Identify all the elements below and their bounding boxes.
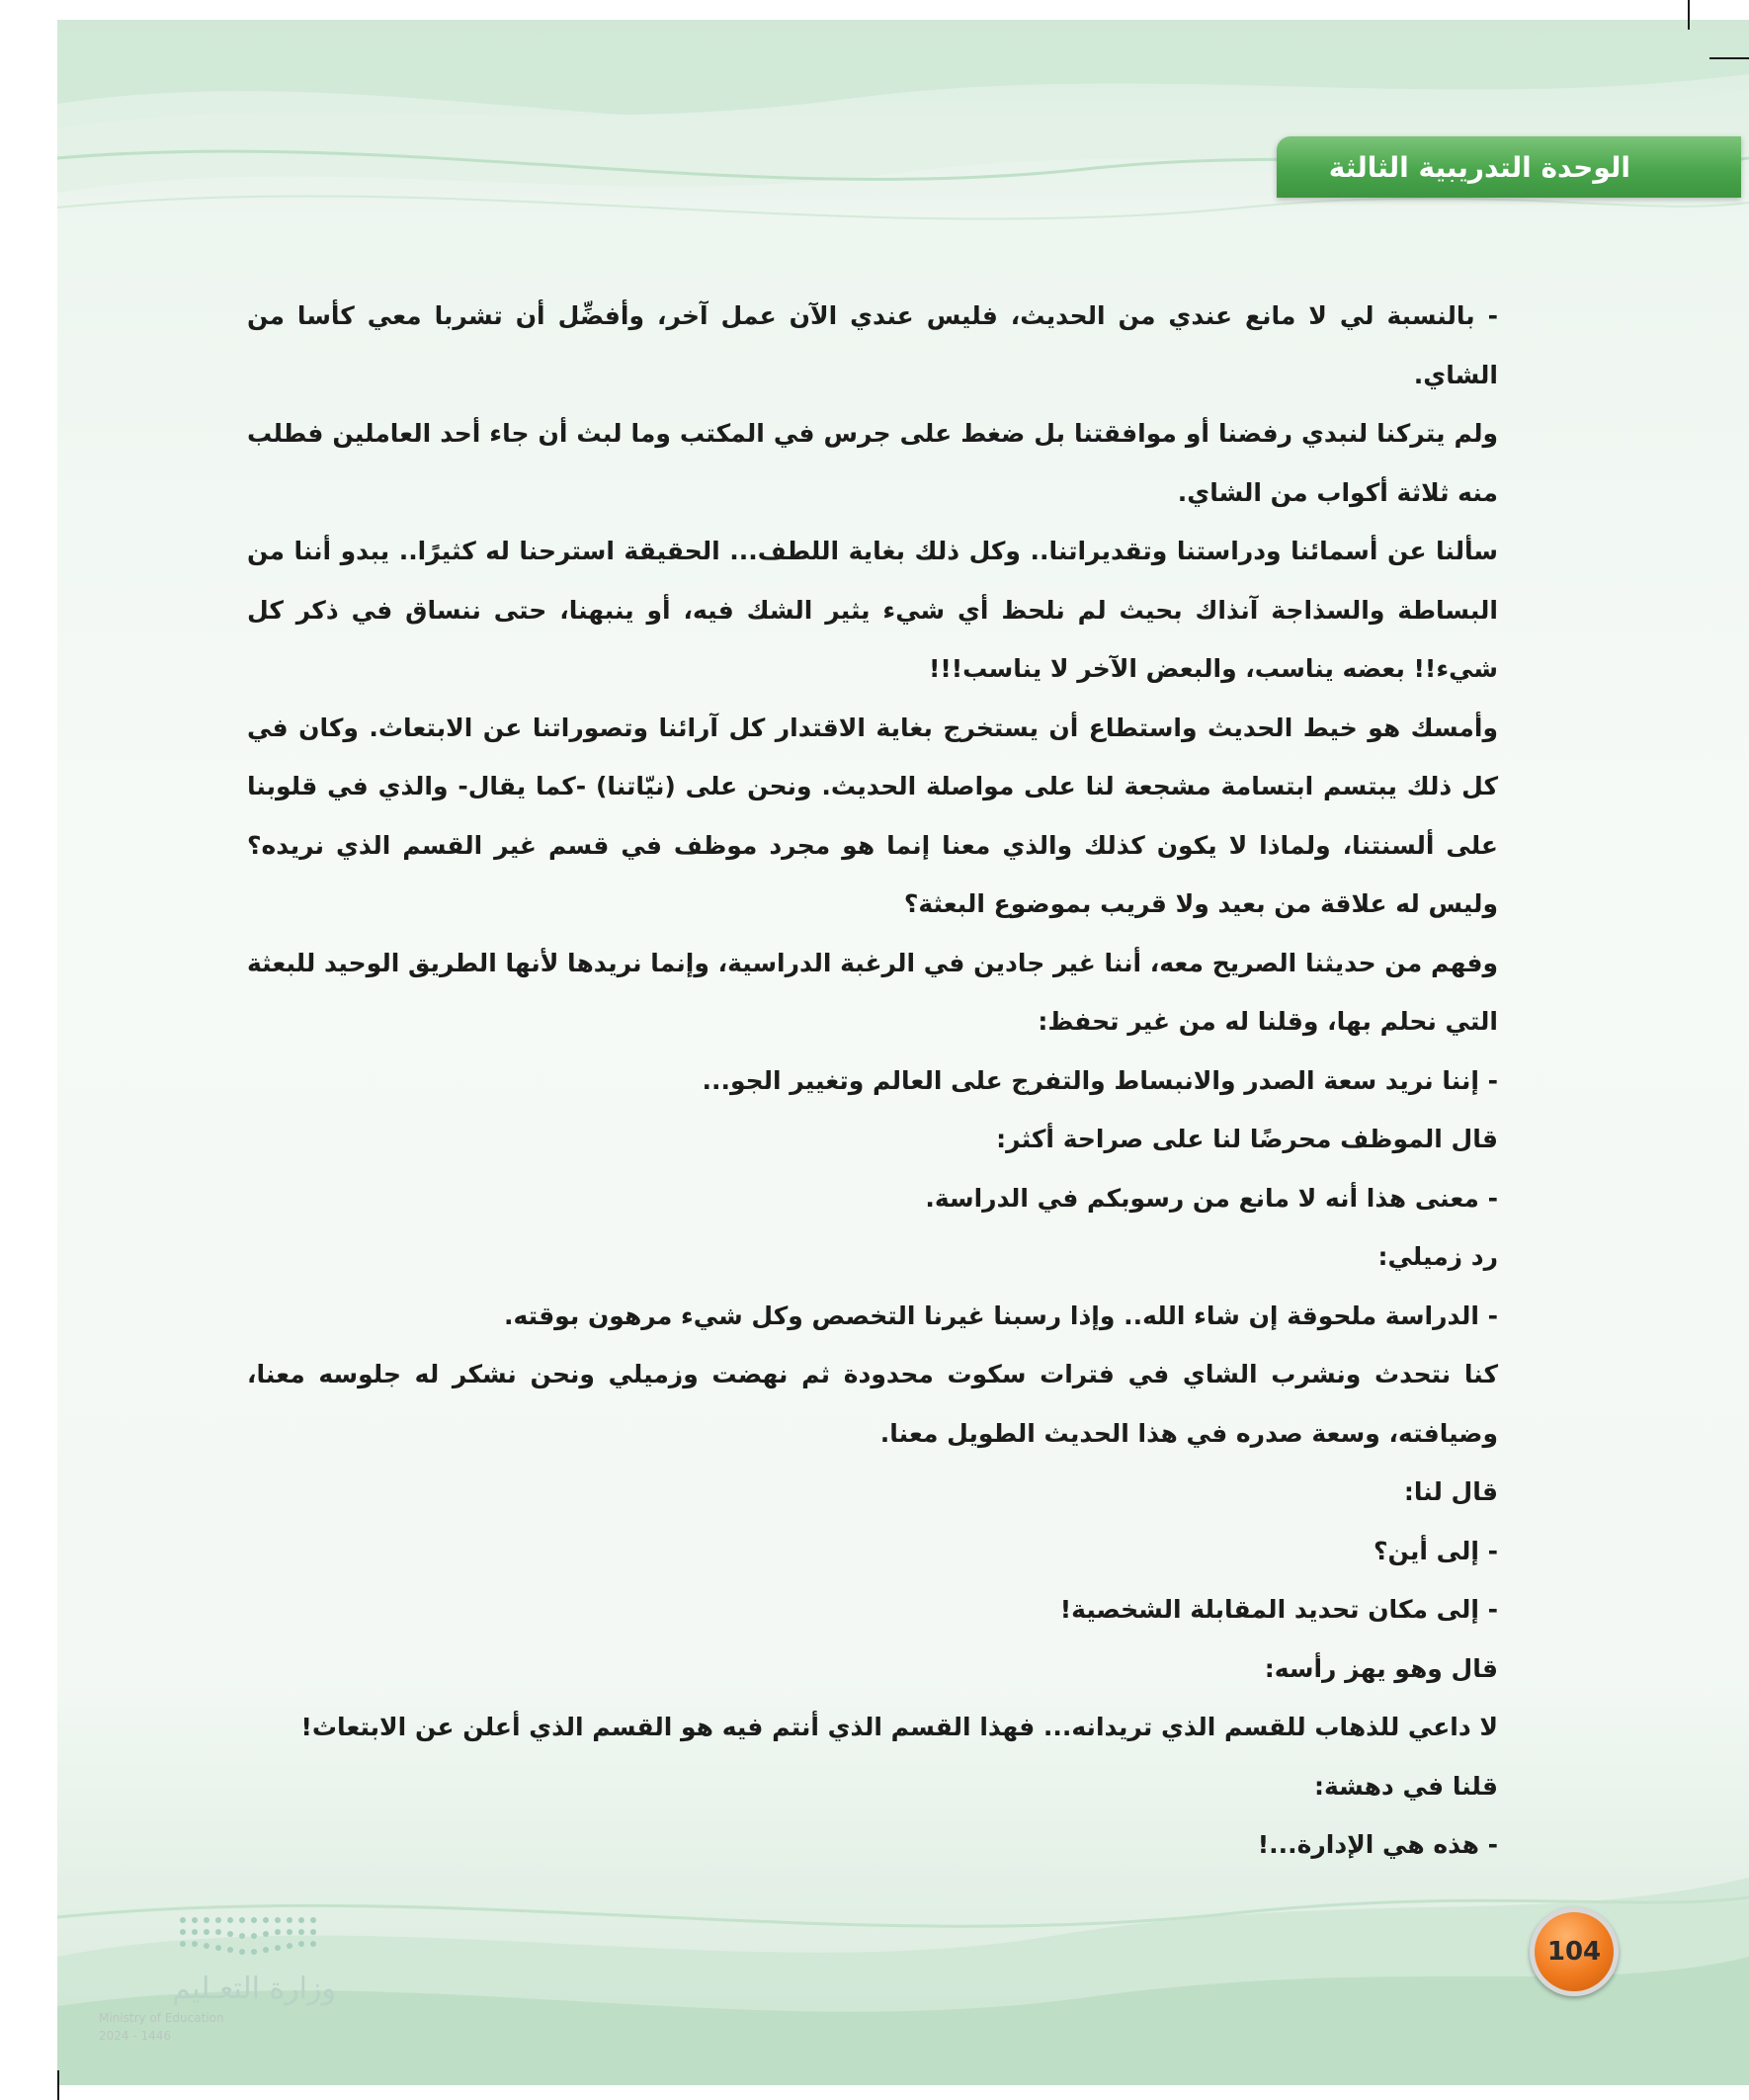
ministry-name-arabic: وزارة التعـليم: [172, 1972, 336, 2006]
body-text: [247, 287, 1541, 1875]
paragraph-6: كنا نتحدث ونشرب الشاي في فترات سكوت محدودة ثم نهضت وزميلي ونحن نشكر له جلوسه معنا، وضيافته، وسعة صدره في هذا الحديث الطويل معنا.: [247, 1360, 1498, 1448]
crop-mark-right: [1709, 57, 1749, 59]
edition-year: 2024 - 1446: [99, 2029, 172, 2043]
ministry-name-english: Ministry of Education: [99, 2011, 224, 2025]
unit-title: الوحدة التدريبية الثالثة: [1328, 150, 1630, 184]
paragraph-dialogue-1: - بالنسبة لي لا مانع عندي من الحديث، فليس عندي الآن عمل آخر، وأفضِّل أن تشربا معي كأسا من الشاي.: [247, 301, 1498, 389]
narration-line-5: لا داعي للذهاب للقسم الذي تريدانه... فهذا القسم الذي أنتم فيه هو القسم الذي أعلن عن الابتعاث!: [300, 1713, 1498, 1741]
dialogue-line-6: - هذه هي الإدارة...!: [1257, 1830, 1498, 1859]
paragraph-2: ولم يتركنا لنبدي رفضنا أو موافقتنا بل ضغط على جرس في المكتب وما لبث أن جاء أحد العاملين فطلب منه ثلاثة أكواب من الشاي.: [247, 419, 1498, 507]
unit-title-badge: [1277, 136, 1741, 198]
crop-mark-bottom-left: [57, 2070, 59, 2100]
dialogue-line-5: - إلى مكان تحديد المقابلة الشخصية!: [1059, 1595, 1498, 1624]
paragraph-5: وفهم من حديثنا الصريح معه، أننا غير جادين في الرغبة الدراسية، وإنما نريدها لأنها الطريق الوحيد للبعثة التي نحلم بها، وقلنا له من غير تحفظ:: [247, 948, 1498, 1036]
page-number-badge: [1530, 1907, 1619, 1996]
crop-mark-top: [1688, 0, 1690, 30]
narration-line-2: رد زميلي:: [1377, 1242, 1498, 1271]
paragraph-3: سألنا عن أسمائنا ودراستنا وتقديراتنا.. وكل ذلك بغاية اللطف... الحقيقة استرحنا له كثيرًا.. يبدو أننا من البساطة والسذاجة آنذاك بحيث لم نلحظ أي شيء يثير الشك فيه، أو ينبهنا، حتى ننساق في ذكر كل شيء!! بعضه يناسب، والبعض الآخر لا يناسب!!!: [247, 537, 1498, 683]
ministry-logo: [89, 1912, 336, 2051]
dialogue-line-4: - إلى أين؟: [1374, 1536, 1498, 1565]
narration-line-6: قلنا في دهشة:: [1314, 1771, 1498, 1801]
paragraph-4: وأمسك هو خيط الحديث واستطاع أن يستخرج بغاية الاقتدار كل آرائنا وتصوراتنا عن الابتعاث. وكان في كل ذلك يبتسم ابتسامة مشجعة لنا على مواصلة الحديث. ونحن على (نيّاتنا) -كما يقال- والذي في قلوبنا على ألسنتنا، ولماذا لا يكون كذلك والذي معنا إنما هو مجرد موظف في قسم غير القسم الذي نريده؟ وليس له علاقة من بعيد ولا قريب بموضوع البعثة؟: [247, 713, 1498, 918]
narration-line-4: قال وهو يهز رأسه:: [1264, 1653, 1498, 1683]
narration-line-3: قال لنا:: [1403, 1477, 1498, 1506]
ministry-dots-icon: [173, 1912, 321, 1962]
narration-line-1: قال الموظف محرضًا لنا على صراحة أكثر:: [996, 1125, 1498, 1153]
dialogue-line-3: - الدراسة ملحوقة إن شاء الله.. وإذا رسبنا غيرنا التخصص وكل شيء مرهون بوقته.: [503, 1301, 1498, 1330]
page-number: 104: [1546, 1937, 1602, 1967]
dialogue-line-2: - معنى هذا أنه لا مانع من رسوبكم في الدراسة.: [925, 1183, 1498, 1213]
dialogue-line-1: - إننا نريد سعة الصدر والانبساط والتفرج على العالم وتغيير الجو...: [702, 1065, 1498, 1095]
